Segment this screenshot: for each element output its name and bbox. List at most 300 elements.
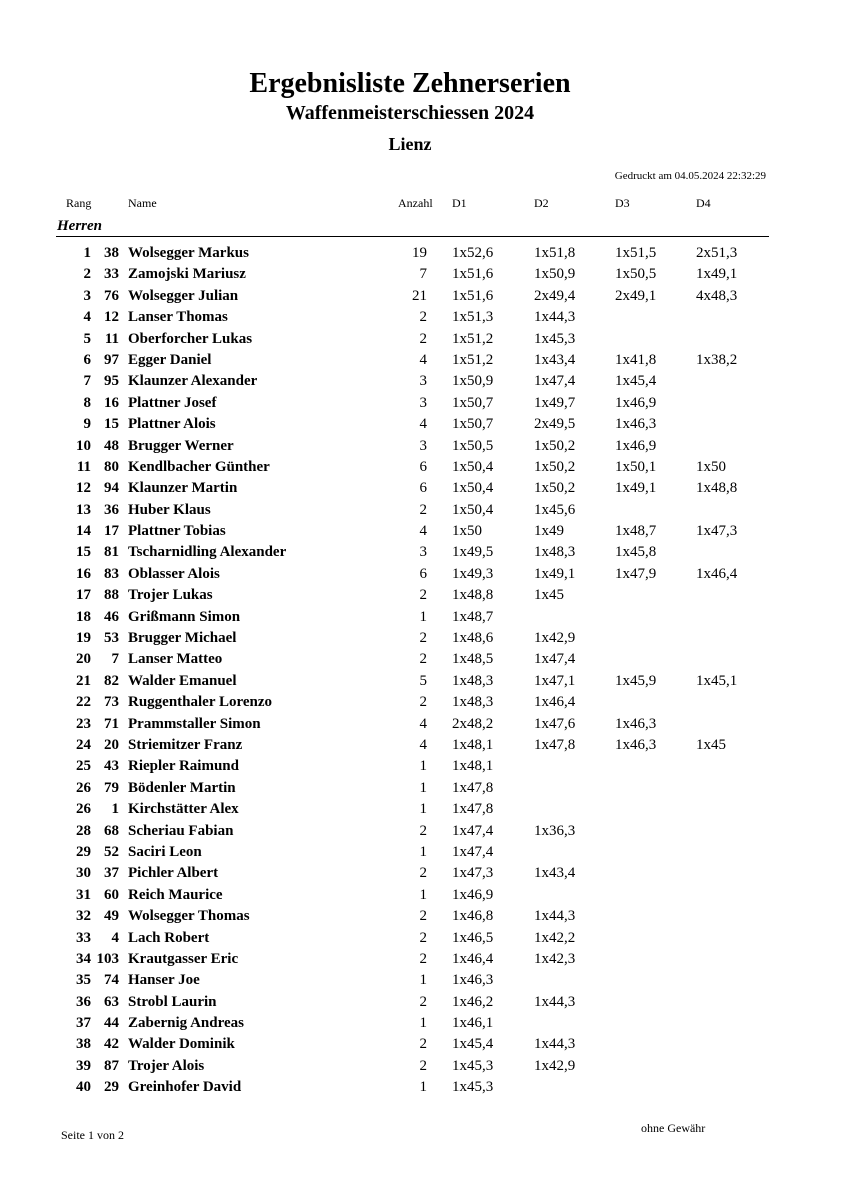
d2-cell: 1x49 — [534, 523, 564, 540]
start-number-cell: 81 — [104, 544, 119, 561]
table-row — [0, 436, 848, 457]
name-cell: Oberforcher Lukas — [128, 330, 253, 347]
count-cell: 2 — [419, 865, 427, 882]
name-cell: Reich Maurice — [128, 886, 223, 903]
start-number-cell: 80 — [104, 458, 119, 475]
name-cell: Zabernig Andreas — [128, 1015, 244, 1032]
count-cell: 1 — [419, 972, 427, 989]
start-number-cell: 44 — [104, 1015, 119, 1032]
page-number: Seite 1 von 2 — [61, 1128, 124, 1142]
d2-cell: 1x43,4 — [534, 865, 576, 882]
name-cell: Ruggenthaler Lorenzo — [128, 694, 273, 711]
count-cell: 2 — [419, 651, 427, 668]
rank-cell: 11 — [76, 458, 91, 475]
d1-cell: 1x49,5 — [452, 544, 494, 561]
table-row — [0, 329, 848, 350]
rank-cell: 6 — [83, 351, 91, 368]
d3-cell: 1x46,9 — [615, 394, 657, 411]
d1-cell: 1x50,4 — [452, 501, 494, 518]
d3-cell: 1x46,9 — [615, 437, 657, 454]
count-cell: 4 — [419, 715, 427, 732]
rank-cell: 8 — [83, 394, 91, 411]
location-label: Lienz — [388, 134, 432, 154]
disclaimer: ohne Gewähr — [641, 1121, 706, 1135]
rank-cell: 29 — [76, 843, 91, 860]
count-cell: 2 — [419, 587, 427, 604]
d1-cell: 1x50,7 — [452, 416, 494, 433]
column-header-rang: Rang — [66, 196, 92, 210]
d2-cell: 1x42,9 — [534, 1057, 576, 1074]
table-row — [0, 542, 848, 563]
count-cell: 3 — [419, 437, 427, 454]
d2-cell: 1x45 — [534, 587, 564, 604]
table-row — [0, 692, 848, 713]
table-row — [0, 350, 848, 371]
count-cell: 2 — [419, 501, 427, 518]
name-cell: Egger Daniel — [128, 351, 212, 368]
d1-cell: 1x51,2 — [452, 330, 494, 347]
d2-cell: 2x49,5 — [534, 416, 576, 433]
d2-cell: 1x47,1 — [534, 672, 576, 689]
d1-cell: 1x51,2 — [452, 351, 494, 368]
name-cell: Walder Dominik — [128, 1036, 235, 1053]
start-number-cell: 95 — [104, 373, 119, 390]
name-cell: Tscharnidling Alexander — [128, 544, 287, 561]
d2-cell: 1x36,3 — [534, 822, 576, 839]
count-cell: 1 — [419, 779, 427, 796]
d3-cell: 1x51,5 — [615, 245, 657, 261]
name-cell: Plattner Alois — [128, 416, 216, 433]
d1-cell: 1x49,3 — [452, 565, 494, 582]
name-cell: Striemitzer Franz — [128, 736, 243, 753]
rank-cell: 12 — [76, 480, 91, 497]
start-number-cell: 12 — [104, 309, 119, 326]
d1-cell: 2x48,2 — [452, 715, 494, 732]
start-number-cell: 48 — [104, 437, 119, 454]
d1-cell: 1x46,8 — [452, 908, 494, 925]
table-row — [0, 649, 848, 670]
d1-cell: 1x51,3 — [452, 309, 494, 326]
start-number-cell: 4 — [111, 929, 119, 946]
start-number-cell: 15 — [104, 416, 119, 433]
d2-cell: 1x50,2 — [534, 480, 576, 497]
d1-cell: 1x47,8 — [452, 779, 494, 796]
d1-cell: 1x51,6 — [452, 287, 494, 304]
name-cell: Lanser Thomas — [128, 309, 228, 326]
start-number-cell: 82 — [104, 672, 119, 689]
d1-cell: 1x46,9 — [452, 886, 494, 903]
rank-cell: 7 — [83, 373, 91, 390]
count-cell: 2 — [419, 1036, 427, 1053]
rank-cell: 14 — [76, 523, 91, 540]
table-row — [0, 970, 848, 991]
count-cell: 1 — [419, 886, 427, 903]
count-cell: 2 — [419, 929, 427, 946]
count-cell: 3 — [419, 394, 427, 411]
d4-cell: 1x48,8 — [696, 480, 738, 497]
count-cell: 2 — [419, 908, 427, 925]
name-cell: Riepler Raimund — [128, 758, 239, 775]
table-row — [0, 671, 848, 692]
table-row — [0, 756, 848, 777]
start-number-cell: 60 — [104, 886, 119, 903]
d1-cell: 1x46,5 — [452, 929, 494, 946]
name-cell: Trojer Lukas — [128, 587, 213, 604]
table-row — [0, 799, 848, 820]
table-row — [0, 585, 848, 606]
start-number-cell: 97 — [104, 351, 119, 368]
start-number-cell: 103 — [96, 950, 119, 967]
start-number-cell: 42 — [104, 1036, 119, 1053]
count-cell: 21 — [412, 287, 427, 304]
table-row — [0, 1056, 848, 1077]
table-row — [0, 928, 848, 949]
start-number-cell: 73 — [104, 694, 119, 711]
count-cell: 6 — [419, 565, 427, 582]
d2-cell: 1x44,3 — [534, 993, 576, 1010]
rank-cell: 19 — [76, 630, 91, 647]
count-cell: 6 — [419, 458, 427, 475]
name-cell: Walder Emanuel — [128, 672, 237, 689]
d4-cell: 1x50 — [696, 458, 726, 475]
name-cell: Brugger Werner — [128, 437, 234, 454]
header-divider — [56, 236, 769, 237]
d1-cell: 1x50,5 — [452, 437, 494, 454]
start-number-cell: 37 — [104, 865, 119, 882]
rank-cell: 36 — [76, 993, 91, 1010]
start-number-cell: 83 — [104, 565, 119, 582]
count-cell: 1 — [419, 1015, 427, 1032]
rank-cell: 17 — [76, 587, 91, 604]
rank-cell: 18 — [76, 608, 91, 625]
count-cell: 2 — [419, 950, 427, 967]
d3-cell: 1x45,9 — [615, 672, 657, 689]
count-cell: 1 — [419, 758, 427, 775]
d1-cell: 1x48,3 — [452, 694, 494, 711]
d3-cell: 1x41,8 — [615, 351, 657, 368]
rank-cell: 9 — [83, 416, 91, 433]
rank-cell: 3 — [83, 287, 91, 304]
rank-cell: 23 — [76, 715, 91, 732]
d3-cell: 1x50,1 — [615, 458, 657, 475]
d2-cell: 1x42,3 — [534, 950, 576, 967]
table-row — [0, 906, 848, 927]
start-number-cell: 49 — [104, 908, 119, 925]
name-cell: Plattner Tobias — [128, 523, 226, 540]
d4-cell: 1x49,1 — [696, 266, 738, 283]
start-number-cell: 16 — [104, 394, 119, 411]
document-subtitle: Waffenmeisterschiessen 2024 — [285, 102, 535, 124]
rank-cell: 32 — [76, 908, 91, 925]
d2-cell: 1x50,2 — [534, 437, 576, 454]
rank-cell: 13 — [76, 501, 91, 518]
d2-cell: 1x43,4 — [534, 351, 576, 368]
results-table — [0, 243, 848, 1099]
table-row — [0, 243, 848, 264]
d2-cell: 1x47,6 — [534, 715, 576, 732]
rank-cell: 26 — [76, 779, 91, 796]
table-row — [0, 478, 848, 499]
count-cell: 2 — [419, 822, 427, 839]
count-cell: 1 — [419, 801, 427, 818]
table-row — [0, 264, 848, 285]
document-title: Ergebnisliste Zehnerserien — [249, 68, 571, 99]
name-cell: Zamojski Mariusz — [128, 266, 246, 283]
d1-cell: 1x47,4 — [452, 843, 494, 860]
count-cell: 4 — [419, 736, 427, 753]
d3-cell: 1x49,1 — [615, 480, 657, 497]
name-cell: Huber Klaus — [128, 501, 211, 518]
count-cell: 4 — [419, 416, 427, 433]
d4-cell: 4x48,3 — [696, 287, 738, 304]
start-number-cell: 36 — [104, 501, 119, 518]
d3-cell: 1x46,3 — [615, 736, 657, 753]
name-cell: Kendlbacher Günther — [128, 458, 270, 475]
d4-cell: 1x47,3 — [696, 523, 738, 540]
count-cell: 3 — [419, 373, 427, 390]
d2-cell: 1x44,3 — [534, 1036, 576, 1053]
rank-cell: 30 — [76, 865, 91, 882]
name-cell: Plattner Josef — [128, 394, 217, 411]
d1-cell: 1x48,1 — [452, 736, 494, 753]
d1-cell: 1x48,7 — [452, 608, 494, 625]
d1-cell: 1x50 — [452, 523, 482, 540]
start-number-cell: 88 — [104, 587, 119, 604]
rank-cell: 35 — [76, 972, 91, 989]
rank-cell: 38 — [76, 1036, 91, 1053]
d1-cell: 1x51,6 — [452, 266, 494, 283]
d2-cell: 1x45,6 — [534, 501, 576, 518]
d1-cell: 1x47,3 — [452, 865, 494, 882]
d1-cell: 1x46,2 — [452, 993, 494, 1010]
rank-cell: 4 — [83, 309, 91, 326]
rank-cell: 24 — [76, 736, 91, 753]
table-row — [0, 992, 848, 1013]
name-cell: Grißmann Simon — [128, 608, 241, 625]
start-number-cell: 94 — [104, 480, 119, 497]
rank-cell: 15 — [76, 544, 91, 561]
name-cell: Trojer Alois — [128, 1057, 205, 1074]
table-row — [0, 821, 848, 842]
d4-cell: 1x45,1 — [696, 672, 738, 689]
name-cell: Wolsegger Thomas — [128, 908, 250, 925]
column-header-d4: D4 — [696, 196, 711, 210]
table-row — [0, 1013, 848, 1034]
rank-cell: 10 — [76, 437, 91, 454]
d1-cell: 1x46,1 — [452, 1015, 494, 1032]
rank-cell: 33 — [76, 929, 91, 946]
rank-cell: 25 — [76, 758, 91, 775]
d1-cell: 1x45,4 — [452, 1036, 494, 1053]
count-cell: 1 — [419, 608, 427, 625]
table-row — [0, 414, 848, 435]
d2-cell: 1x44,3 — [534, 309, 576, 326]
d2-cell: 1x47,4 — [534, 373, 576, 390]
name-cell: Prammstaller Simon — [128, 715, 261, 732]
d1-cell: 1x52,6 — [452, 245, 494, 261]
start-number-cell: 20 — [104, 736, 119, 753]
column-header-name: Name — [128, 196, 157, 210]
start-number-cell: 87 — [104, 1057, 119, 1074]
name-cell: Oblasser Alois — [128, 565, 220, 582]
start-number-cell: 53 — [104, 630, 119, 647]
d2-cell: 1x49,7 — [534, 394, 576, 411]
rank-cell: 28 — [76, 822, 91, 839]
column-header-anzahl: Anzahl — [398, 196, 433, 210]
table-row — [0, 286, 848, 307]
d1-cell: 1x48,8 — [452, 587, 494, 604]
d3-cell: 1x46,3 — [615, 416, 657, 433]
table-row — [0, 949, 848, 970]
name-cell: Greinhofer David — [128, 1079, 242, 1096]
d2-cell: 1x46,4 — [534, 694, 576, 711]
table-row — [0, 607, 848, 628]
d1-cell: 1x45,3 — [452, 1057, 494, 1074]
rank-cell: 39 — [76, 1057, 91, 1074]
rank-cell: 2 — [83, 266, 91, 283]
d3-cell: 1x45,8 — [615, 544, 657, 561]
d2-cell: 1x49,1 — [534, 565, 576, 582]
count-cell: 2 — [419, 993, 427, 1010]
d1-cell: 1x48,3 — [452, 672, 494, 689]
start-number-cell: 43 — [104, 758, 119, 775]
d2-cell: 1x50,9 — [534, 266, 576, 283]
d4-cell: 2x51,3 — [696, 245, 738, 261]
table-row — [0, 307, 848, 328]
d1-cell: 1x50,4 — [452, 480, 494, 497]
name-cell: Pichler Albert — [128, 865, 219, 882]
rank-cell: 40 — [76, 1079, 91, 1096]
d3-cell: 1x48,7 — [615, 523, 657, 540]
d1-cell: 1x48,5 — [452, 651, 494, 668]
table-row — [0, 714, 848, 735]
count-cell: 1 — [419, 843, 427, 860]
d4-cell: 1x38,2 — [696, 351, 738, 368]
name-cell: Hanser Joe — [128, 972, 200, 989]
name-cell: Kirchstätter Alex — [128, 801, 239, 818]
d2-cell: 1x51,8 — [534, 245, 576, 261]
name-cell: Wolsegger Markus — [128, 245, 249, 261]
table-row — [0, 735, 848, 756]
table-row — [0, 393, 848, 414]
printed-timestamp: Gedruckt am 04.05.2024 22:32:29 — [614, 170, 766, 182]
table-row — [0, 500, 848, 521]
start-number-cell: 68 — [104, 822, 119, 839]
d4-cell: 1x45 — [696, 736, 726, 753]
rank-cell: 31 — [76, 886, 91, 903]
d1-cell: 1x46,4 — [452, 950, 494, 967]
count-cell: 2 — [419, 630, 427, 647]
start-number-cell: 52 — [104, 843, 119, 860]
d4-cell: 1x46,4 — [696, 565, 738, 582]
d3-cell: 1x47,9 — [615, 565, 657, 582]
count-cell: 4 — [419, 351, 427, 368]
d1-cell: 1x46,3 — [452, 972, 494, 989]
d2-cell: 1x45,3 — [534, 330, 576, 347]
d3-cell: 1x45,4 — [615, 373, 657, 390]
start-number-cell: 63 — [104, 993, 119, 1010]
rank-cell: 20 — [76, 651, 91, 668]
name-cell: Klaunzer Martin — [128, 480, 238, 497]
d2-cell: 1x47,4 — [534, 651, 576, 668]
count-cell: 5 — [419, 672, 427, 689]
rank-cell: 34 — [76, 950, 91, 967]
table-row — [0, 1077, 848, 1098]
table-row — [0, 628, 848, 649]
rank-cell: 22 — [76, 694, 91, 711]
rank-cell: 21 — [76, 672, 91, 689]
name-cell: Krautgasser Eric — [128, 950, 239, 967]
count-cell: 2 — [419, 1057, 427, 1074]
count-cell: 19 — [412, 245, 427, 261]
d2-cell: 1x42,9 — [534, 630, 576, 647]
name-cell: Klaunzer Alexander — [128, 373, 258, 390]
table-row — [0, 457, 848, 478]
name-cell: Wolsegger Julian — [128, 287, 239, 304]
count-cell: 2 — [419, 694, 427, 711]
rank-cell: 37 — [76, 1015, 91, 1032]
name-cell: Lanser Matteo — [128, 651, 223, 668]
column-header-d1: D1 — [452, 196, 467, 210]
table-row — [0, 863, 848, 884]
name-cell: Saciri Leon — [128, 843, 202, 860]
table-row — [0, 885, 848, 906]
d1-cell: 1x50,7 — [452, 394, 494, 411]
table-row — [0, 778, 848, 799]
table-row — [0, 371, 848, 392]
table-row — [0, 1034, 848, 1055]
table-row — [0, 521, 848, 542]
start-number-cell: 33 — [104, 266, 119, 283]
count-cell: 7 — [419, 266, 427, 283]
start-number-cell: 1 — [111, 801, 119, 818]
name-cell: Lach Robert — [128, 929, 210, 946]
d3-cell: 2x49,1 — [615, 287, 657, 304]
name-cell: Bödenler Martin — [128, 779, 236, 796]
name-cell: Scheriau Fabian — [128, 822, 234, 839]
start-number-cell: 38 — [104, 245, 119, 261]
d3-cell: 1x46,3 — [615, 715, 657, 732]
category-heading: Herren — [57, 218, 102, 234]
count-cell: 4 — [419, 523, 427, 540]
d2-cell: 1x42,2 — [534, 929, 576, 946]
count-cell: 2 — [419, 330, 427, 347]
name-cell: Strobl Laurin — [128, 993, 217, 1010]
d2-cell: 1x50,2 — [534, 458, 576, 475]
start-number-cell: 46 — [104, 608, 119, 625]
d1-cell: 1x47,4 — [452, 822, 494, 839]
d1-cell: 1x50,4 — [452, 458, 494, 475]
d2-cell: 1x47,8 — [534, 736, 576, 753]
d1-cell: 1x45,3 — [452, 1079, 494, 1096]
start-number-cell: 7 — [111, 651, 119, 668]
start-number-cell: 76 — [104, 287, 119, 304]
column-header-d3: D3 — [615, 196, 630, 210]
d2-cell: 2x49,4 — [534, 287, 576, 304]
start-number-cell: 17 — [104, 523, 119, 540]
d1-cell: 1x50,9 — [452, 373, 494, 390]
table-row — [0, 564, 848, 585]
count-cell: 2 — [419, 309, 427, 326]
d1-cell: 1x47,8 — [452, 801, 494, 818]
rank-cell: 16 — [76, 565, 91, 582]
start-number-cell: 79 — [104, 779, 119, 796]
start-number-cell: 29 — [104, 1079, 119, 1096]
d1-cell: 1x48,6 — [452, 630, 494, 647]
start-number-cell: 11 — [104, 330, 119, 347]
rank-cell: 1 — [83, 245, 91, 261]
count-cell: 6 — [419, 480, 427, 497]
